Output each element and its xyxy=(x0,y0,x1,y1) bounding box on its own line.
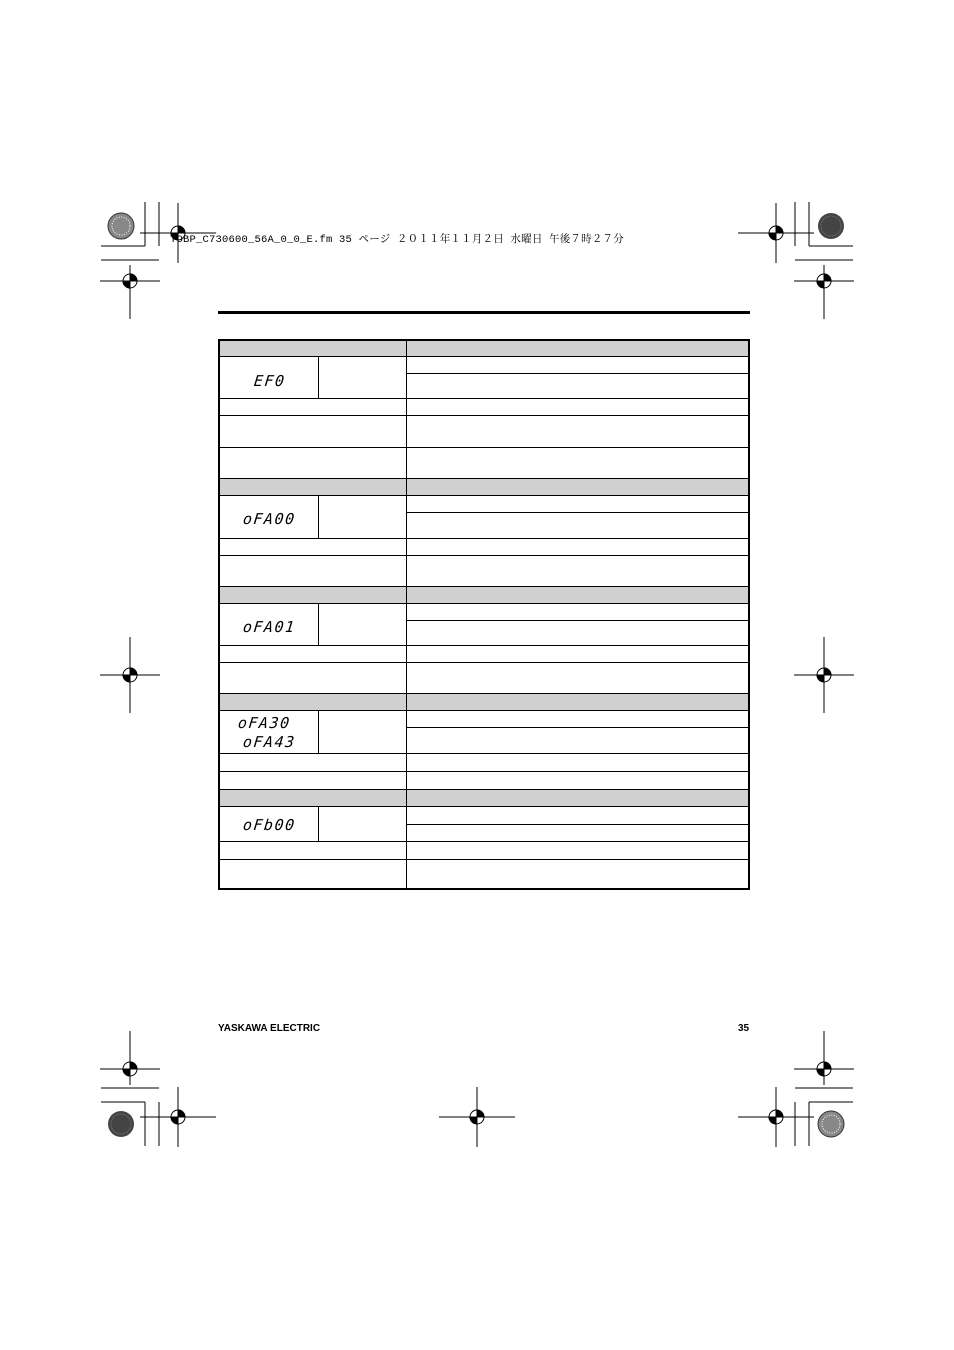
fault-code-ofa43: oFA43 xyxy=(242,733,297,751)
table-row-divider xyxy=(218,662,750,663)
table-column-divider xyxy=(318,710,319,753)
table-row-divider xyxy=(218,841,750,842)
section-header-band xyxy=(220,693,748,710)
table-row-divider xyxy=(218,806,750,807)
table-row-divider xyxy=(218,447,750,448)
table-row-divider xyxy=(218,586,750,587)
fault-code-ofb00: oFb00 xyxy=(242,816,297,834)
table-row-divider xyxy=(218,495,750,496)
table-column-divider xyxy=(318,603,319,645)
table-row-divider xyxy=(218,789,750,790)
table-row-divider xyxy=(218,771,750,772)
fault-table xyxy=(218,339,750,890)
table-row-divider xyxy=(218,753,750,754)
table-row-divider xyxy=(406,824,750,825)
table-column-divider xyxy=(318,495,319,538)
footer-page-number: 35 xyxy=(738,1023,750,1034)
table-row-divider xyxy=(218,415,750,416)
table-row-divider xyxy=(406,620,750,621)
table-row-divider xyxy=(218,398,750,399)
table-row-divider xyxy=(406,373,750,374)
table-column-divider xyxy=(406,339,407,890)
table-row-divider xyxy=(218,478,750,479)
file-info-header: TOBP_C730600_56A_0_0_E.fm 35 ページ ２０１１年１１月２日 水曜日 午後７時２７分 xyxy=(170,234,624,246)
section-header-band xyxy=(220,478,748,495)
fault-code-ef0: EF0 xyxy=(253,372,287,390)
top-rule xyxy=(218,311,750,314)
table-row-divider xyxy=(218,693,750,694)
table-row-divider xyxy=(406,512,750,513)
table-column-divider xyxy=(318,356,319,398)
section-header-band xyxy=(220,586,748,603)
footer-company: YASKAWA ELECTRIC xyxy=(218,1023,321,1034)
table-row-divider xyxy=(406,727,750,728)
section-header-band xyxy=(220,789,748,806)
table-row-divider xyxy=(218,710,750,711)
table-row-divider xyxy=(218,859,750,860)
fault-code-ofa30: oFA30 xyxy=(237,714,292,732)
table-row-divider xyxy=(218,356,750,357)
table-row-divider xyxy=(218,603,750,604)
table-column-divider xyxy=(318,806,319,841)
table-row-divider xyxy=(218,538,750,539)
fault-code-ofa01: oFA01 xyxy=(242,618,297,636)
table-row-divider xyxy=(218,555,750,556)
section-header-band xyxy=(220,341,748,356)
table-row-divider xyxy=(218,645,750,646)
fault-code-ofa00: oFA00 xyxy=(242,510,297,528)
